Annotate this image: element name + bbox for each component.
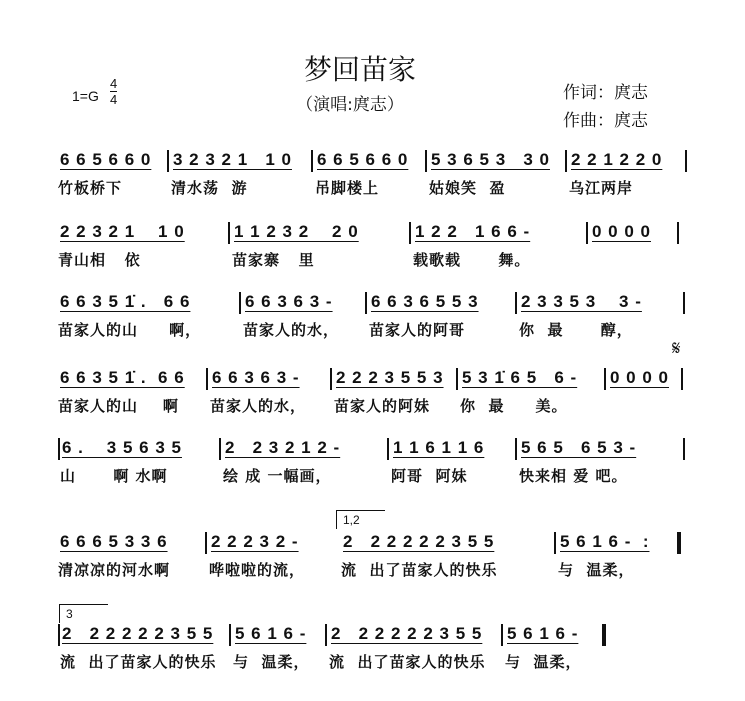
time-signature-top: 4 [110, 76, 118, 91]
measure-lyric: 阿哥 阿妹 [391, 467, 468, 485]
measure-lyric: 清凉凉的河水啊 [58, 561, 171, 579]
repeat-end-bar [677, 532, 681, 554]
time-signature [110, 76, 117, 107]
measure-notes: 6 6 3 5 1̇ . 6 6 [60, 368, 185, 387]
bar-line [58, 438, 60, 460]
measure-lyric: 与 温柔， [233, 653, 310, 671]
bar-line [604, 368, 606, 390]
bar-line [311, 150, 313, 172]
measure-notes: 6 6 3 6 5 5 3 [371, 292, 479, 311]
measure-notes: 6 6 3 6 3 - [212, 368, 300, 387]
measure-notes: 2 2 1 2 2 0 [571, 150, 663, 169]
measure-notes: 2 2 2 3 2 - [211, 532, 299, 551]
measure-lyric: 青山相 依 [58, 251, 141, 269]
bar-line [409, 222, 411, 244]
measure-notes: 5 6 1 6 - : [560, 532, 650, 551]
time-signature-bottom: 4 [110, 92, 118, 107]
measure-notes: 2 2 2 3 5 5 3 [336, 368, 444, 387]
measure-lyric: 清水荡 游 [171, 179, 248, 197]
measure-notes: 6 6 3 6 3 - [245, 292, 333, 311]
bar-line [586, 222, 588, 244]
measure-notes: 5 6 1 6 - [235, 624, 307, 643]
measure-notes: 2 2 2 2 2 2 3 5 5 [331, 624, 483, 643]
measure-lyric: 与 温柔， [558, 561, 635, 579]
singer-credit: （演唱:庹志） [296, 95, 404, 115]
measure-lyric: 与 温柔， [505, 653, 582, 671]
measure-lyric: 吊脚楼上 [315, 179, 380, 197]
measure-lyric: 苗家人的山 啊 [58, 397, 179, 415]
bar-line [683, 438, 685, 460]
bar-line [58, 624, 60, 646]
bar-line [387, 438, 389, 460]
measure-lyric: 苗家人的山 啊， [58, 321, 202, 339]
final-bar [602, 624, 606, 646]
measure-lyric: 乌江两岸 [569, 179, 634, 197]
measure-lyric: 你 最 美。 [460, 397, 568, 415]
measure-notes: 0 0 0 0 [592, 222, 651, 241]
measure-lyric: 哗啦啦的流， [209, 561, 306, 579]
bar-line [683, 292, 685, 314]
bar-line [219, 438, 221, 460]
measure-notes: 1 1 6 1 1 6 [393, 438, 485, 457]
measure-lyric: 快来相 爱 吧。 [519, 467, 628, 485]
bar-line [515, 438, 517, 460]
measure-lyric: 流 出了苗家人的快乐 [341, 561, 498, 579]
bar-line [515, 292, 517, 314]
measure-lyric: 苗家寨 里 [232, 251, 315, 269]
measure-notes: 2 2 3 2 1 2 - [225, 438, 341, 457]
measure-lyric: 姑娘笑 盈 [429, 179, 506, 197]
measure-notes: 3 2 3 2 1 1 0 [173, 150, 292, 169]
bar-line [456, 368, 458, 390]
bar-line [239, 292, 241, 314]
measure-notes: 6 6 5 6 6 0 [60, 150, 152, 169]
bar-line [167, 150, 169, 172]
measure-notes: 2 3 3 5 3 3 - [521, 292, 642, 311]
bar-line [677, 222, 679, 244]
measure-lyric: 流 出了苗家人的快乐 [329, 653, 486, 671]
measure-lyric: 绘 成 一幅画， [223, 467, 332, 485]
measure-notes: 6 6 5 6 6 0 [317, 150, 409, 169]
measure-lyric: 苗家人的阿哥 [369, 321, 466, 339]
bar-line [228, 222, 230, 244]
song-title: 梦回苗家 [303, 53, 416, 86]
bar-line [565, 150, 567, 172]
measure-lyric: 载歌载 舞。 [413, 251, 531, 269]
measure-lyric: 苗家人的水， [210, 397, 307, 415]
bar-line [205, 532, 207, 554]
measure-notes: 6 6 3 5 1̇ . 6 6 [60, 292, 191, 311]
volta-first-ending: 1,2 [336, 510, 385, 529]
bar-line [685, 150, 687, 172]
measure-notes: 5 3 6 5 3 3 0 [431, 150, 550, 169]
measure-lyric: 流 出了苗家人的快乐 [60, 653, 217, 671]
measure-notes: 5 6 1 6 - [507, 624, 579, 643]
volta-third-ending: 3 [59, 604, 108, 623]
measure-notes: 2 2 2 2 2 2 3 5 5 [343, 532, 495, 551]
bar-line [554, 532, 556, 554]
measure-lyric: 你 最 醇， [519, 321, 633, 339]
key-signature: 1=G [72, 88, 99, 104]
composer-credit: 作曲：庹志 [563, 111, 648, 131]
bar-line [425, 150, 427, 172]
measure-notes: 2 2 3 2 1 1 0 [60, 222, 185, 241]
bar-line [501, 624, 503, 646]
measure-lyric: 苗家人的阿妹 [334, 397, 431, 415]
lyricist-credit: 作词：庹志 [563, 83, 648, 103]
bar-line [365, 292, 367, 314]
measure-lyric: 苗家人的水， [243, 321, 340, 339]
bar-line [229, 624, 231, 646]
measure-notes: 1 1 2 3 2 2 0 [234, 222, 359, 241]
measure-lyric: 竹板桥下 [58, 179, 123, 197]
bar-line [325, 624, 327, 646]
bar-line [206, 368, 208, 390]
segno-icon: 𝄋 [672, 338, 681, 360]
measure-notes: 1 2 2 1 6 6 - [415, 222, 531, 241]
measure-notes: 6 . 3 5 6 3 5 [62, 438, 182, 457]
measure-notes: 2 2 2 2 2 2 3 5 5 [62, 624, 214, 643]
measure-notes: 5 6 5 6 5 3 - [521, 438, 637, 457]
measure-notes: 5 3 1̇ 6 5 6 - [462, 368, 578, 387]
bar-line [330, 368, 332, 390]
measure-notes: 0 0 0 0 [610, 368, 669, 387]
measure-notes: 6 6 6 5 3 3 6 [60, 532, 168, 551]
bar-line [681, 368, 683, 390]
measure-lyric: 山 啊 水啊 [60, 467, 168, 485]
